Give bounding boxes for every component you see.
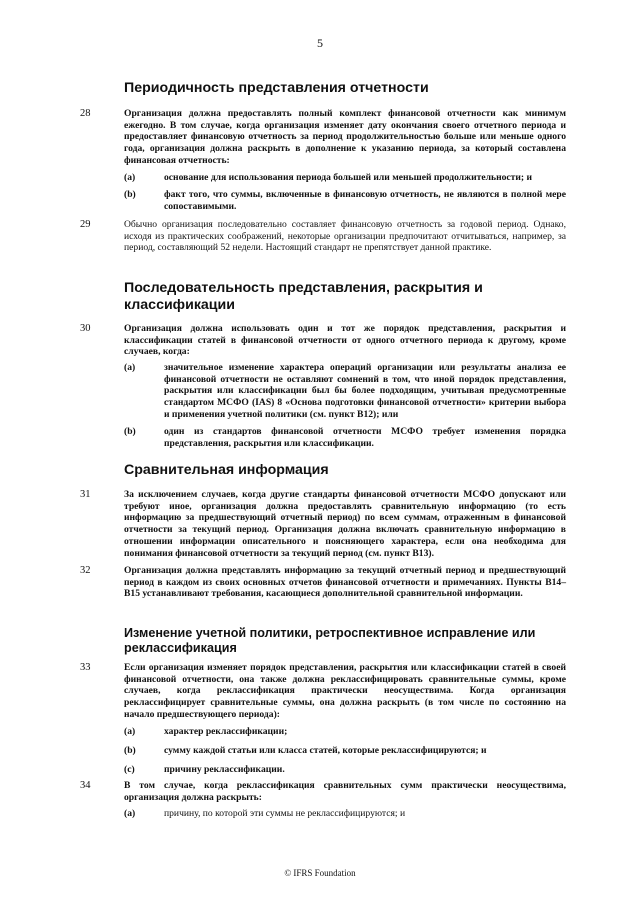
paragraph-number-33: 33 xyxy=(80,662,91,673)
paragraph-28-b-label: (b) xyxy=(124,189,136,200)
paragraph-33-c: причину реклассификации. xyxy=(164,764,285,775)
paragraph-number-34: 34 xyxy=(80,780,91,791)
section-heading-changes: Изменение учетной политики, ретроспективное исправление или реклассификация xyxy=(124,626,536,655)
paragraph-33: Если организация изменяет порядок представления, раскрытия или классификации статей в своей финансовой отчетности, она также должна реклассифицировать сравнительные суммы, кроме случаев, когда реклассификация практически неосуществима. Когда организация реклассифицирует сравнительные суммы, она должна раскрыть (в том числе по состоянию на начало предшествующего периода): xyxy=(124,662,566,720)
paragraph-28-b: факт того, что суммы, включенные в финансовую отчетность, не являются в полной мере сопоставимыми. xyxy=(164,189,566,212)
paragraph-31: За исключением случаев, когда другие стандарты финансовой отчетности МСФО допускают или требуют иное, организация должна предоставлять сравнительную информацию (то есть информацию за предшествующий отчетный период) по всем суммам, отраженным в финансовой отчетности за текущий период. Организация должна включать сравнительную информацию в отношении информации описательного и поясняющего характера, если она необходима для понимания финансовой отчетности за текущий период (см. пункт B13). xyxy=(124,489,566,559)
section-heading-consistency: Последовательность представления, раскрытия и классификации xyxy=(124,280,483,313)
paragraph-32: Организация должна представлять информацию за текущий отчетный период и предшествующий период в каждом из своих основных отчетов финансовой отчетности и примечаниях. Пункты B14–B15 устанавливают требования, касающиеся дополнительной сравнительной информации. xyxy=(124,565,566,600)
paragraph-number-28: 28 xyxy=(80,108,91,119)
paragraph-33-b: сумму каждой статьи или класса статей, которые реклассифицируются; и xyxy=(164,745,487,756)
page-number: 5 xyxy=(317,36,323,50)
paragraph-number-29: 29 xyxy=(80,219,91,230)
paragraph-33-a: характер реклассификации; xyxy=(164,726,288,737)
paragraph-30-b: один из стандартов финансовой отчетности МСФО требует изменения порядка представления, раскрытия или классификации. xyxy=(164,426,566,449)
paragraph-30: Организация должна использовать один и тот же порядок представления, раскрытия и классификации статей в финансовой отчетности от одного отчетного периода к другому, кроме случаев, когда: xyxy=(124,323,566,358)
paragraph-33-a-label: (a) xyxy=(124,726,136,737)
paragraph-30-b-label: (b) xyxy=(124,426,136,437)
paragraph-number-32: 32 xyxy=(80,565,91,576)
section-heading-comparative: Сравнительная информация xyxy=(124,462,329,478)
paragraph-number-31: 31 xyxy=(80,489,91,500)
paragraph-28: Организация должна предоставлять полный комплект финансовой отчетности как минимум ежегодно. В том случае, когда организация изменяет дату окончания своего отчетного периода и предоставляет финансовую отчетность за период продолжительностью больше или меньше одного года, организация должна раскрыть в дополнение к указанию периода, за который составлена финансовая отчетность: xyxy=(124,108,566,166)
paragraph-34: В том случае, когда реклассификация сравнительных сумм практически неосуществима, организация должна раскрыть: xyxy=(124,780,566,803)
paragraph-33-c-label: (c) xyxy=(124,764,135,775)
section-heading-periodicity: Периодичность представления отчетности xyxy=(124,80,429,96)
paragraph-34-a: причину, по которой эти суммы не реклассифицируются; и xyxy=(164,808,406,819)
paragraph-33-b-label: (b) xyxy=(124,745,136,756)
paragraph-29: Обычно организация последовательно составляет финансовую отчетность за годовой период. Однако, исходя из практических соображений, некоторые организации предпочитают отчитываться, например, за период, составляющий 52 недели. Настоящий стандарт не препятствует данной практике. xyxy=(124,219,566,254)
paragraph-28-a: основание для использования периода большей или меньшей продолжительности; и xyxy=(164,172,533,183)
paragraph-30-a-label: (a) xyxy=(124,362,136,373)
paragraph-number-30: 30 xyxy=(80,323,91,334)
paragraph-34-a-label: (a) xyxy=(124,808,136,819)
paragraph-28-a-label: (a) xyxy=(124,172,136,183)
paragraph-30-a: значительное изменение характера операций организации или результаты анализа ее финансовой отчетности не оставляют сомнений в том, что иной порядок представления, раскрытия или классификации был бы более подходящим, учитывая предусмотренные стандартом МСФО (IAS) 8 «Основа подготовки финансовой отчетности» критерии выбора и применения учетной политики (см. пункт B12); или xyxy=(164,362,566,420)
copyright-footer: © IFRS Foundation xyxy=(284,868,356,878)
